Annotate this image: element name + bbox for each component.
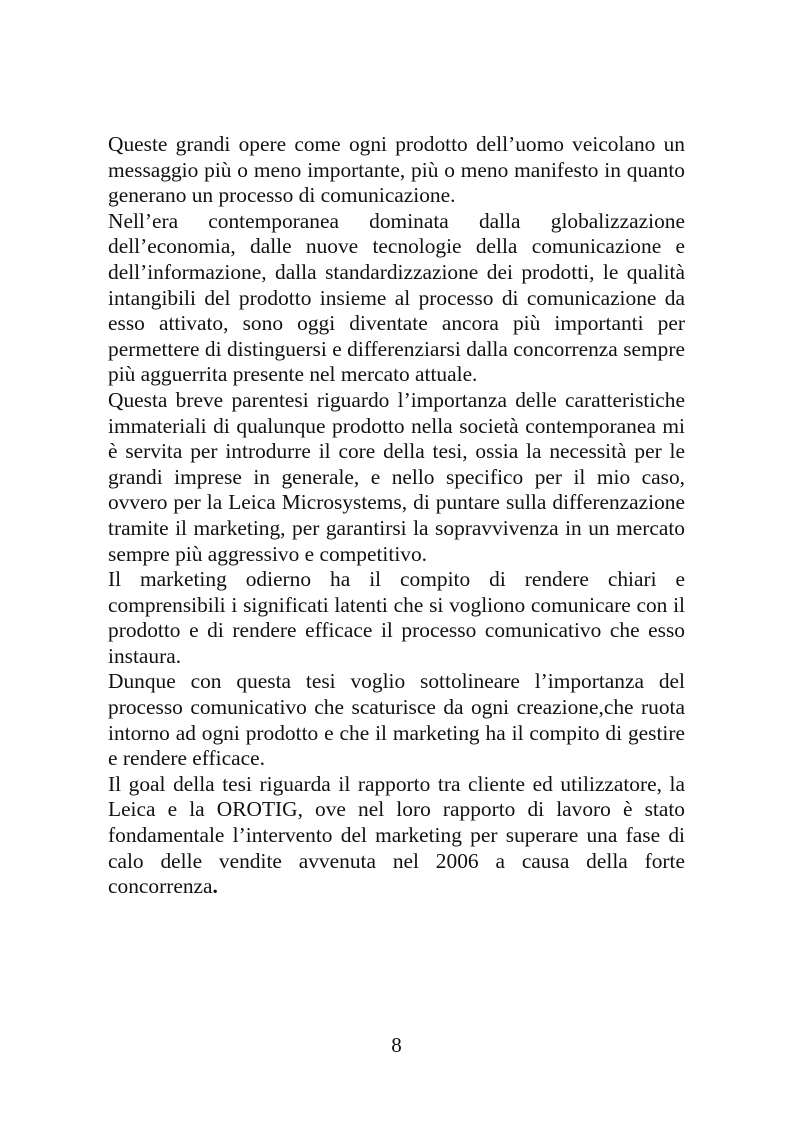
paragraph-6 xyxy=(108,772,685,900)
page-number: 8 xyxy=(391,1033,402,1057)
paragraph-2: Nell’era contemporanea dominata dalla globalizzazione dell’economia, dalle nuove tecnologie della comunicazione e dell’informazione, dalla standardizzazione dei prodotti, le qualità intangibili del prodotto insieme al processo di comunicazione da esso attivato, sono oggi diventate ancora più importanti per permettere di distinguersi e differenziarsi dalla concorrenza sempre più agguerrita presente nel mercato attuale. xyxy=(108,208,685,387)
paragraph-6-bold-period: . xyxy=(212,874,218,899)
paragraph-1: Queste grandi opere come ogni prodotto dell’uomo veicolano un messaggio più o meno importante, più o meno manifesto in quanto generano un processo di comunicazione. xyxy=(108,132,685,208)
paragraph-6-text: Il goal della tesi riguarda il rapporto tra cliente ed utilizzatore, la Leica e la OROTIG, ove nel loro rapporto di lavoro è stato fondamentale l’intervento del marketing per superare una fase di calo delle vendite avvenuta nel 2006 a causa della forte concorrenza xyxy=(108,771,685,899)
paragraph-3: Questa breve parentesi riguardo l’importanza delle caratteristiche immateriali di qualunque prodotto nella società contemporanea mi è servita per introdurre il core della tesi, ossia la necessità per le grandi imprese in generale, e nello specifico per il mio caso, ovvero per la Leica Microsystems, di puntare sulla differenzazione tramite il marketing, per garantirsi la sopravvivenza in un mercato sempre più aggressivo e competitivo. xyxy=(108,387,685,566)
page-body xyxy=(108,132,685,900)
paragraph-4: Il marketing odierno ha il compito di rendere chiari e comprensibili i significati latenti che si vogliono comunicare con il prodotto e di rendere efficace il processo comunicativo che esso instaura. xyxy=(108,567,685,668)
paragraph-5: Dunque con questa tesi voglio sottolineare l’importanza del processo comunicativo che scaturisce da ogni creazione,che ruota intorno ad ogni prodotto e che il marketing ha il compito di gestire e rendere efficace. xyxy=(108,669,685,771)
